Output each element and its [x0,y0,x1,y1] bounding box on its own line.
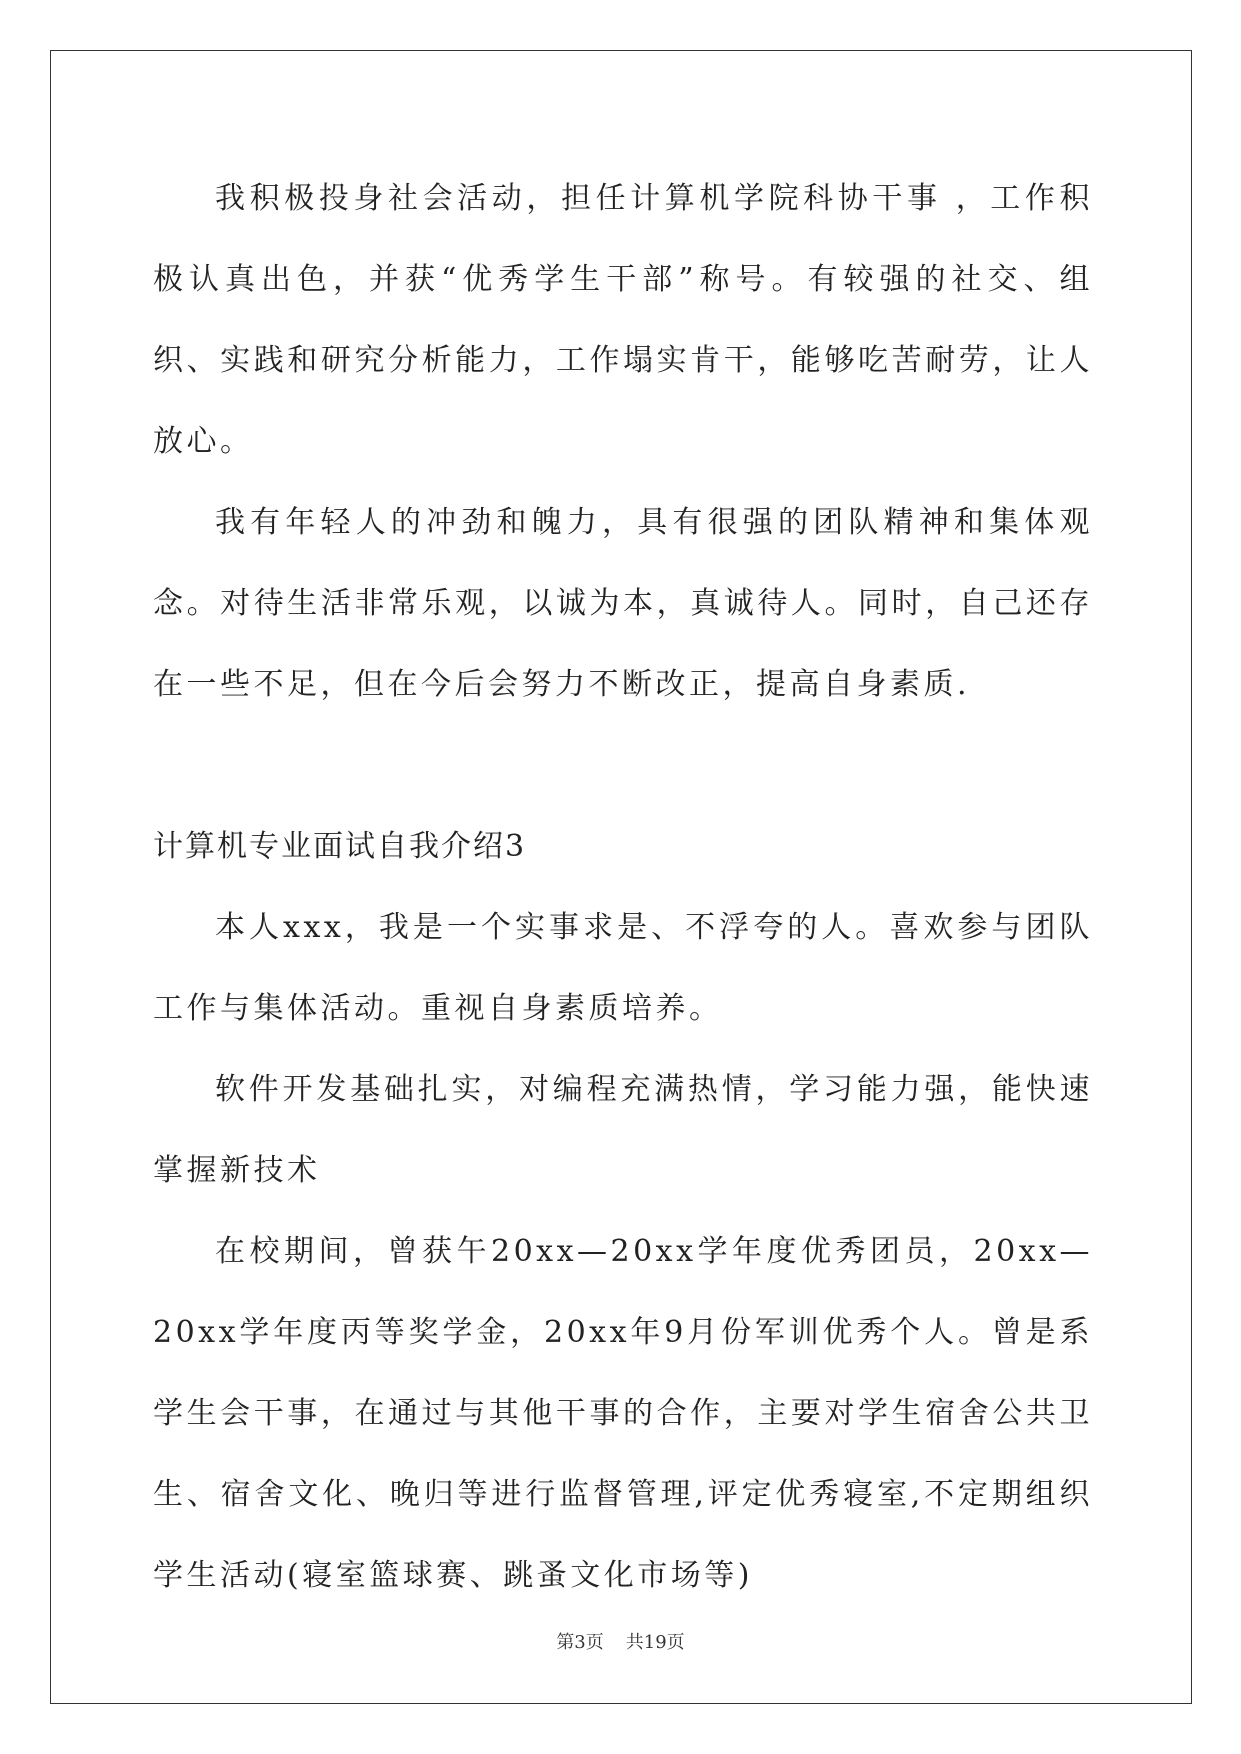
paragraph: 在校期间，曾获午20xx—20xx学年度优秀团员，20xx—20xx学年度丙等奖学金，20xx年9月份军训优秀个人。曾是系学生会干事，在通过与其他干事的合作，主要对学生宿舍公共卫生、宿舍文化、晚归等进行监督管理,评定优秀寝室,不定期组织学生活动(寝室篮球赛、跳蚤文化市场等) [153,1234,1093,1593]
paragraph: 我有年轻人的冲劲和魄力，具有很强的团队精神和集体观念。对待生活非常乐观，以诚为本，真诚待人。同时，自己还存在一些不足，但在今后会努力不断改正，提高自身素质. [153,505,1093,702]
paragraph: 软件开发基础扎实，对编程充满热情，学习能力强，能快速掌握新技术 [153,1072,1093,1188]
page-footer [0,1628,1241,1654]
paragraph: 我积极投身社会活动，担任计算机学院科协干事 ，工作积极认真出色，并获“优秀学生干部”称号。有较强的社交、组织、实践和研究分析能力，工作塌实肯干，能够吃苦耐劳，让人放心。 [153,181,1093,459]
page-number: 第3页 [556,1632,604,1653]
document-body [153,158,1093,1616]
page-total: 共19页 [625,1632,685,1653]
section-heading: 计算机专业面试自我介绍3 [153,829,527,864]
paragraph: 本人xxx，我是一个实事求是、不浮夸的人。喜欢参与团队工作与集体活动。重视自身素质培养。 [153,910,1093,1026]
